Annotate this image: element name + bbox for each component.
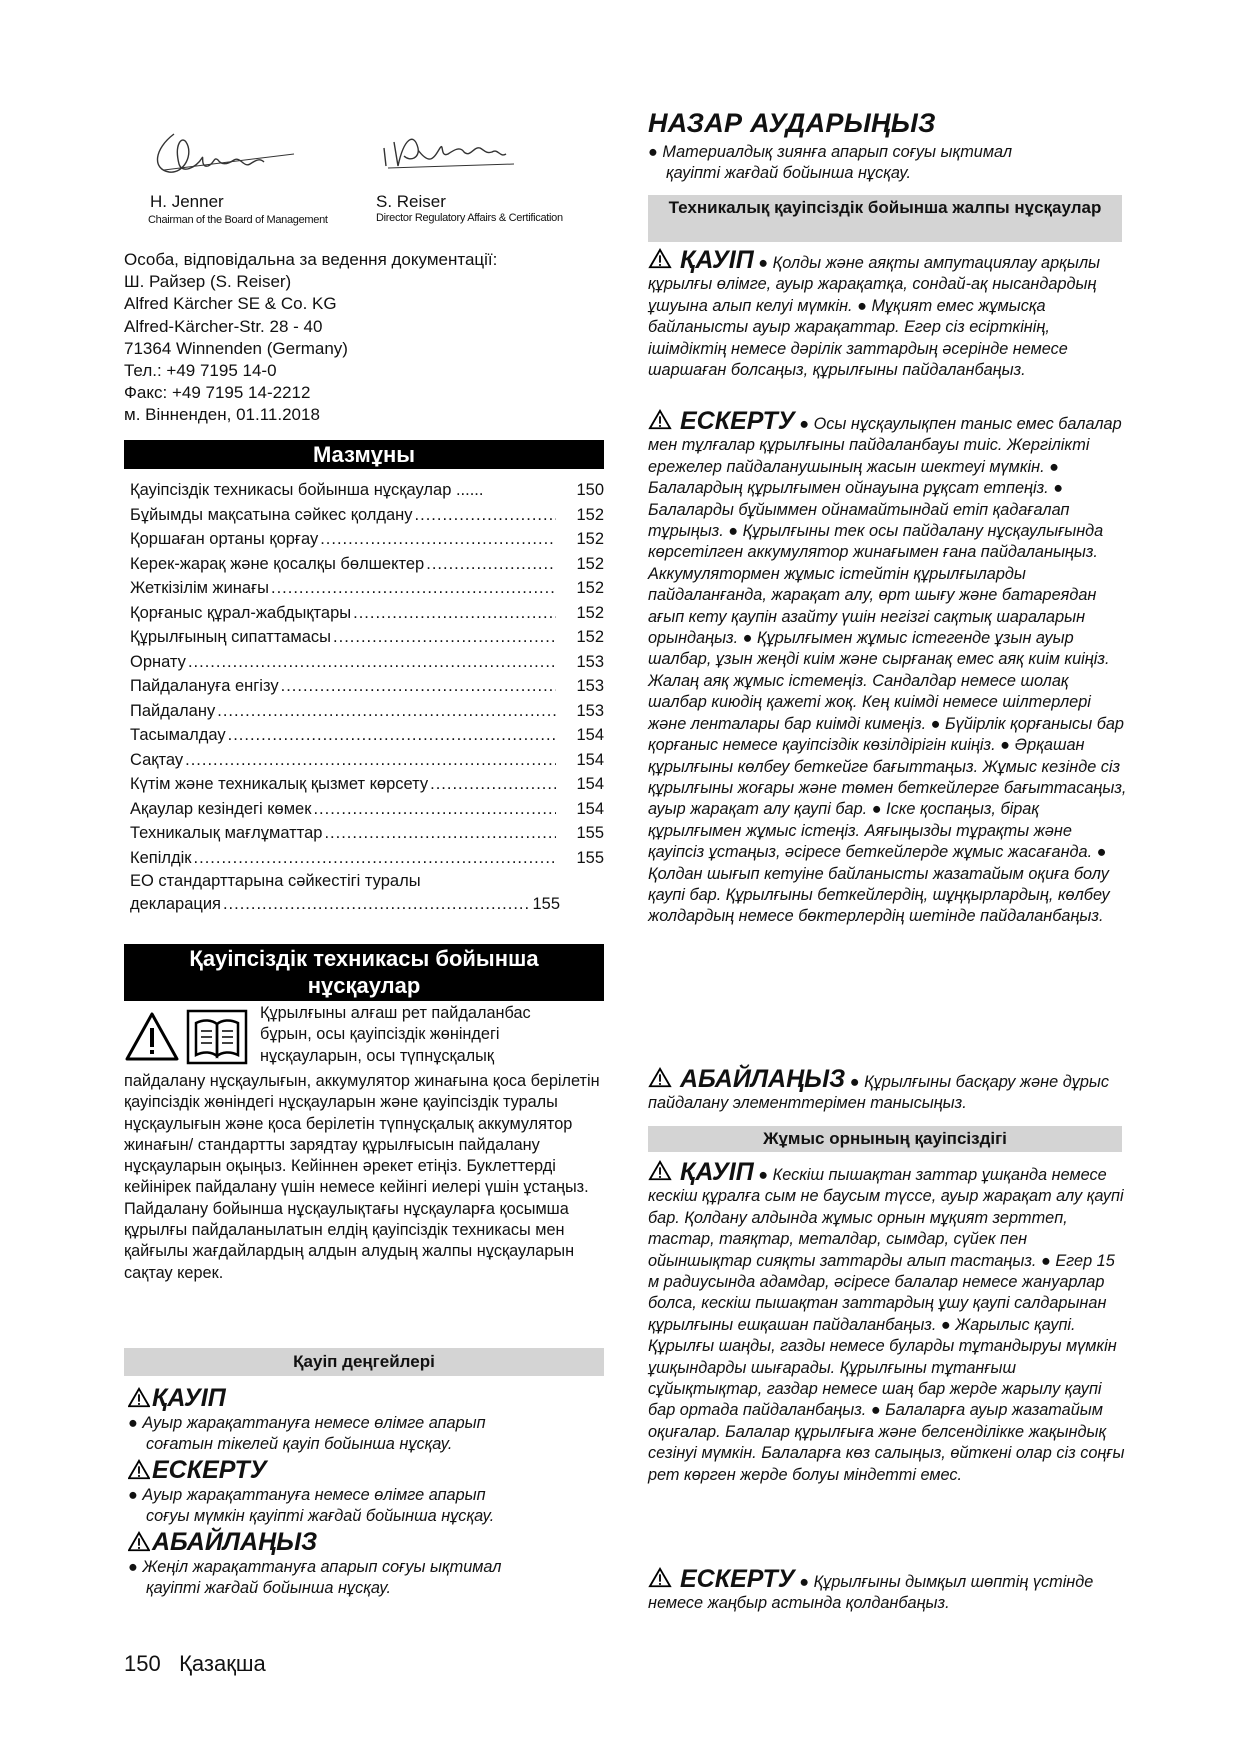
warning-text: ● Осы нұсқаулықпен таныс емес балалар мен тұлғалар құрылғыны пайдаланбауы тиіс. Жергілікті ережелер пайдаланушының жасын шектеуі мүмкін. ● Балалардың құрылғымен ойнауына рұқсат етпеңіз. ● Балаларды бұйыммен ойнамайтындай етіп қадағалап тұрыңыз. ● Құрылғыны тек осы пайдалану нұсқаулығында көрсетілген аккумулятор жинағымен ғана пайдаланыңыз. Аккумулятормен жұмыс істейтін құрылғыларды пайдаланғанда, жарақат алу, өрт шығу және батареядан ағып кету қаупін азайту үшін негізгі сақтық шараларын орындаңыз. ● Құрылғымен жұмыс істегенде ұзын ауыр шалбар, ұзын жеңді киім және сырғанақ емес аяқ киім киіңіз. Жалаң аяқ жұмыс істемеңіз. Сандалдар немесе шолақ шалбар киюдің қажеті жоқ. Кең киімді немесе шілтерлері және ленталары бар киімді кимеңіз. ● Бүйірлік қорғанысы бар қорғаныс немесе қауіпсіздік көзілдірігін киіңіз. ● Әрқашан құрылғыны көлбеу беткейге бағыттаңыз. Жұмыс кезінде сіз құрылғыны жоғары және төмен беткейлерге бағыттасаңыз, ауыр жарақат алу қаупі бар. ● Іске қоспаңыз, бірақ құрылғымен жұмыс істеңіз. Аяғыңызды тұрақты және қауіпсіз ұстаңыз, әсіресе беткейлерде жұмыс жасағанда. ● Қолдан шығып кетуіне байланысты жазатайым оқиға болу қаупі бар. Құрылғыны беткейлердің, шұңқырлардың, көлбеу жолдардың немесе бөктерлердің шетінде пайдаланбаңыз.	[648, 415, 1127, 926]
warning-triangle-icon	[124, 1011, 180, 1063]
toc-entry[interactable]	[124, 699, 604, 724]
hazard-level-text: ● Ауыр жарақаттануға немесе өлімге апарып	[128, 1486, 486, 1504]
toc-heading: Мазмұны	[124, 440, 604, 469]
toc-entry[interactable]	[124, 797, 604, 822]
toc-entry-label: Кепілдік	[130, 848, 192, 867]
toc-entry-label: Жеткізілім жинағы	[130, 579, 269, 597]
toc-leader	[194, 846, 556, 871]
caution-label: АБАЙЛАҢЫЗ	[680, 1065, 846, 1093]
toc-entry-page: 152	[576, 554, 604, 573]
toc-leader	[223, 893, 529, 916]
toc-leader	[188, 650, 556, 675]
toc-leader	[426, 552, 556, 577]
hazard-level-name: ҚАУІП	[152, 1384, 226, 1412]
danger-text: ● Кескіш пышақтан заттар ұшқанда немесе кескіш құралға сым не баусым түссе, ауыр жарақат алу қаупі бар. Қолдану алдында жұмыс орнын мұқият зерттеп, тастар, таяқтар, металдар, сымдар, сүйек пен ойыншықтар сияқты заттарды алып тастаңыз. ● Егер 15 м радиусында адамдар, әсіресе балалар немесе жануарлар болса, кескіш пышақтан заттардың ұшу қаупі салдарынан құрылғыны ешқашан пайдаланбаңыз. ● Жарылыс қаупі. Құрылғы шаңды, газды немесе буларды тұтандыруы мүмкін ұшқындарды шығарады. Құрылғыны тұтанғыш сұйықтықтар, газдар немесе шаң бар жерде жарылу қаупі бар ортада пайдаланбаңыз. ● Балаларға ауыр жазатайым оқиғалар. Балалар құрылғыға және белсенділікке жақындық сезінуі мүмкін. Балаларға көз салыңыз, өйткені олар сіз соңғы рет көрген жерде болуы міндетті емес.	[648, 1166, 1125, 1484]
workplace-danger-block	[648, 1160, 1130, 1486]
toc-leader	[324, 821, 556, 846]
toc-entry-page: 155	[532, 895, 560, 913]
toc-entry-label: Керек-жарақ және қосалқы бөлшектер	[130, 554, 425, 573]
toc-entry[interactable]	[124, 821, 604, 846]
hazard-level-text: соғуы мүмкін қауіпті жағдай бойынша нұсқау.	[146, 1507, 495, 1526]
table-of-contents	[124, 478, 604, 916]
signer-title: Chairman of the Board of Management	[148, 214, 328, 226]
toc-entry[interactable]	[124, 748, 604, 773]
intro-line: нұсқауларын, осы түпнұсқалық	[260, 1046, 495, 1065]
hazard-levels-heading: Қауіп деңгейлері	[124, 1348, 604, 1376]
toc-leader	[430, 772, 556, 797]
hazard-level-name: ЕСКЕРТУ	[152, 1456, 267, 1484]
toc-entry-label: Қорғаныс құрал-жабдықтары	[130, 603, 352, 622]
hazard-level-text: қауіпті жағдай бойынша нұсқау.	[146, 1579, 391, 1598]
toc-entry-label: Орнату	[130, 652, 186, 671]
footer-language: Қазақша	[179, 1651, 266, 1676]
warning-triangle-icon	[128, 1387, 150, 1409]
toc-leader	[228, 723, 556, 748]
warning-triangle-icon	[648, 1567, 672, 1589]
intro-paragraph: пайдалану нұсқаулығын, аккумулятор жинағына қоса берілетін қауіпсіздік жөніндегі нұсқауларын және қауіпсіздік туралы нұсқаулығын және қоса берілетін түпнұсқалық аккумулятор жинағын/ стандартты зарядтау құрылғысын пайдалану нұсқауларын оқыңыз. Кейіннен әрекет етіңіз. Буклеттерді кейінірек пайдалану үшін немесе кейінгі иелері үшін ұстаңыз.	[124, 1072, 600, 1197]
notice-line: ● Материалдық зиянға апарып соғуы ықтимал	[648, 143, 1013, 161]
toc-entry[interactable]	[124, 846, 604, 871]
toc-entry-label: Күтім және техникалық қызмет көрсету	[130, 775, 429, 793]
manual-book-icon	[186, 1009, 248, 1065]
toc-entry-label: Қауіпсіздік техникасы бойынша нұсқаулар ......	[130, 481, 484, 499]
workplace-warning-block	[648, 1567, 1130, 1615]
signer-name: S. Reiser	[376, 192, 446, 211]
address-line: Alfred-Kärcher-Str. 28 - 40	[124, 316, 323, 336]
intro-paragraph: Пайдалану бойынша нұсқаулықтағы нұсқауларға қосымша құрылғы пайдаланылатын елдің қауіпсіздік техникасы мен қайғылы жағдайлардың алдын алудың жалпы нұсқауларын сақтау керек.	[124, 1199, 575, 1282]
toc-leader	[185, 748, 556, 773]
toc-entry-page: 154	[576, 726, 604, 744]
hazard-level-text: ● Ауыр жарақаттануға немесе өлімге апарып	[128, 1414, 486, 1432]
toc-entry[interactable]	[124, 552, 604, 577]
toc-entry[interactable]	[124, 674, 604, 699]
toc-entry-label: ЕО стандарттарына сәйкестігі туралы	[130, 872, 421, 890]
jenner-signature	[144, 124, 304, 184]
toc-leader	[313, 797, 556, 822]
hazard-level-warning	[128, 1455, 598, 1528]
toc-entry-page: 152	[576, 603, 604, 622]
toc-entry-page: 154	[576, 799, 604, 818]
toc-entry[interactable]	[124, 723, 604, 748]
toc-entry-label: декларация	[130, 895, 221, 913]
toc-leader	[271, 576, 556, 601]
warning-text: ● Құрылғыны дымқыл шөптің үстінде немесе жаңбыр астында қолданбаңыз.	[648, 1573, 1094, 1613]
toc-entry-label: Пайдалану	[130, 701, 216, 720]
intro-line: Құрылғыны алғаш рет пайдаланбас	[260, 1004, 531, 1022]
toc-leader	[217, 699, 556, 724]
signer-title: Director Regulatory Affairs & Certification	[376, 212, 563, 224]
warning-triangle-icon	[648, 1160, 672, 1182]
toc-entry-page: 153	[576, 701, 604, 720]
address-line: Факс: +49 7195 14-2212	[124, 383, 311, 403]
toc-entry[interactable]	[124, 576, 604, 601]
warning-triangle-icon	[128, 1459, 150, 1481]
warning-triangle-icon	[648, 248, 672, 270]
warning-triangle-icon	[648, 1067, 672, 1089]
warning-label: ЕСКЕРТУ	[680, 407, 795, 435]
danger-label: ҚАУІП	[680, 1158, 754, 1186]
toc-leader	[333, 625, 556, 650]
notice-line: қауіпті жағдай бойынша нұсқау.	[666, 164, 911, 183]
hazard-level-name: АБАЙЛАҢЫЗ	[152, 1528, 318, 1556]
toc-entry-label: Техникалық мағлұматтар	[130, 824, 323, 842]
responsible-person-address	[124, 249, 604, 427]
danger-text: ● Қолды және аяқты ампутациялау арқылы құрылғы өлімге, ауыр жарақатқа, сондай-ақ нысандардың ұшуына алып келуі мүмкін. ● Мұқият емес жұмысқа байланысты ауыр жарақаттар. Егер сіз есірткінің, ішімдіктің немесе дәрілік заттардың әсерінде немесе шаршаған болсаңыз, құрылғыны пайдаланбаңыз.	[648, 254, 1100, 380]
general-caution-block	[648, 1067, 1130, 1115]
toc-entry[interactable]	[124, 478, 604, 503]
hazard-level-caution	[128, 1527, 598, 1600]
intro-line: бұрын, осы қауіпсіздік жөніндегі	[260, 1025, 500, 1044]
workplace-safety-heading: Жұмыс орнының қауіпсіздігі	[648, 1126, 1122, 1152]
toc-entry-page: 150	[576, 481, 604, 499]
toc-entry[interactable]	[124, 625, 604, 650]
toc-entry-page: 152	[576, 530, 604, 548]
caution-text: ● Құрылғыны басқару және дұрыс пайдалану элементтерімен танысыңыз.	[648, 1073, 1110, 1113]
general-warning-block	[648, 409, 1130, 928]
toc-leader	[353, 601, 556, 626]
toc-entry-page: 155	[576, 848, 604, 867]
toc-entry-page: 154	[576, 750, 604, 769]
address-line: Ш. Райзер (S. Reiser)	[124, 272, 292, 292]
address-line: 71364 Winnenden (Germany)	[124, 338, 348, 358]
safety-section-heading	[124, 944, 604, 1001]
hazard-level-text: ● Жеңіл жарақаттануға апарып соғуы ықтимал	[128, 1558, 502, 1576]
notice-text	[648, 142, 1130, 185]
toc-entry[interactable]	[124, 870, 604, 916]
address-line: Тел.: +49 7195 14-0	[124, 361, 277, 381]
warning-triangle-icon	[648, 409, 672, 431]
toc-entry[interactable]	[124, 527, 604, 552]
notice-heading: НАЗАР АУДАРЫҢЫЗ	[648, 108, 936, 138]
toc-entry[interactable]	[124, 503, 604, 528]
toc-entry-label: Қоршаған ортаны қорғау	[130, 530, 319, 548]
toc-entry-label: Құрылғының сипаттамасы	[130, 628, 332, 646]
toc-leader	[415, 503, 556, 528]
toc-leader	[320, 527, 556, 552]
toc-entry-page: 153	[576, 677, 604, 695]
reiser-signature	[374, 118, 534, 178]
toc-entry-label: Ақаулар кезіндегі көмек	[130, 799, 312, 818]
toc-entry[interactable]	[124, 772, 604, 797]
hazard-level-text: соғатын тікелей қауіп бойынша нұсқау.	[146, 1435, 453, 1454]
toc-entry-page: 152	[576, 579, 604, 597]
toc-entry-page: 155	[576, 824, 604, 842]
address-line: Alfred Kärcher SE & Co. KG	[124, 294, 337, 314]
toc-entry[interactable]	[124, 650, 604, 675]
signer-name: H. Jenner	[150, 192, 224, 211]
page-number: 150	[124, 1651, 161, 1676]
toc-leader	[281, 674, 556, 699]
intro-icons	[124, 1007, 254, 1071]
safety-intro	[124, 1003, 604, 1284]
hazard-level-danger	[128, 1383, 598, 1456]
toc-entry-label: Пайдалануға енгізу	[130, 677, 279, 695]
heading-line: нұсқаулар	[307, 973, 421, 998]
warning-label: ЕСКЕРТУ	[680, 1565, 795, 1593]
toc-entry-page: 152	[576, 505, 604, 524]
address-line: Особа, відповідальна за ведення документації:	[124, 250, 498, 269]
danger-label: ҚАУІП	[680, 246, 754, 274]
toc-entry[interactable]	[124, 601, 604, 626]
toc-entry-label: Бұйымды мақсатына сәйкес қолдану	[130, 505, 413, 524]
toc-entry-label: Сақтау	[130, 750, 184, 769]
warning-triangle-icon	[128, 1531, 150, 1553]
toc-entry-page: 154	[576, 775, 604, 793]
general-danger-block	[648, 248, 1130, 381]
toc-entry-page: 152	[576, 628, 604, 646]
toc-entry-page: 153	[576, 652, 604, 671]
signature-area	[124, 118, 604, 238]
toc-entry-label: Тасымалдау	[130, 726, 226, 744]
page-footer	[124, 1651, 266, 1677]
heading-line: Қауіпсіздік техникасы бойынша	[189, 946, 539, 971]
general-safety-heading: Техникалық қауіпсіздік бойынша жалпы нұсқаулар	[648, 195, 1122, 242]
address-line: м. Вінненден, 01.11.2018	[124, 405, 320, 425]
